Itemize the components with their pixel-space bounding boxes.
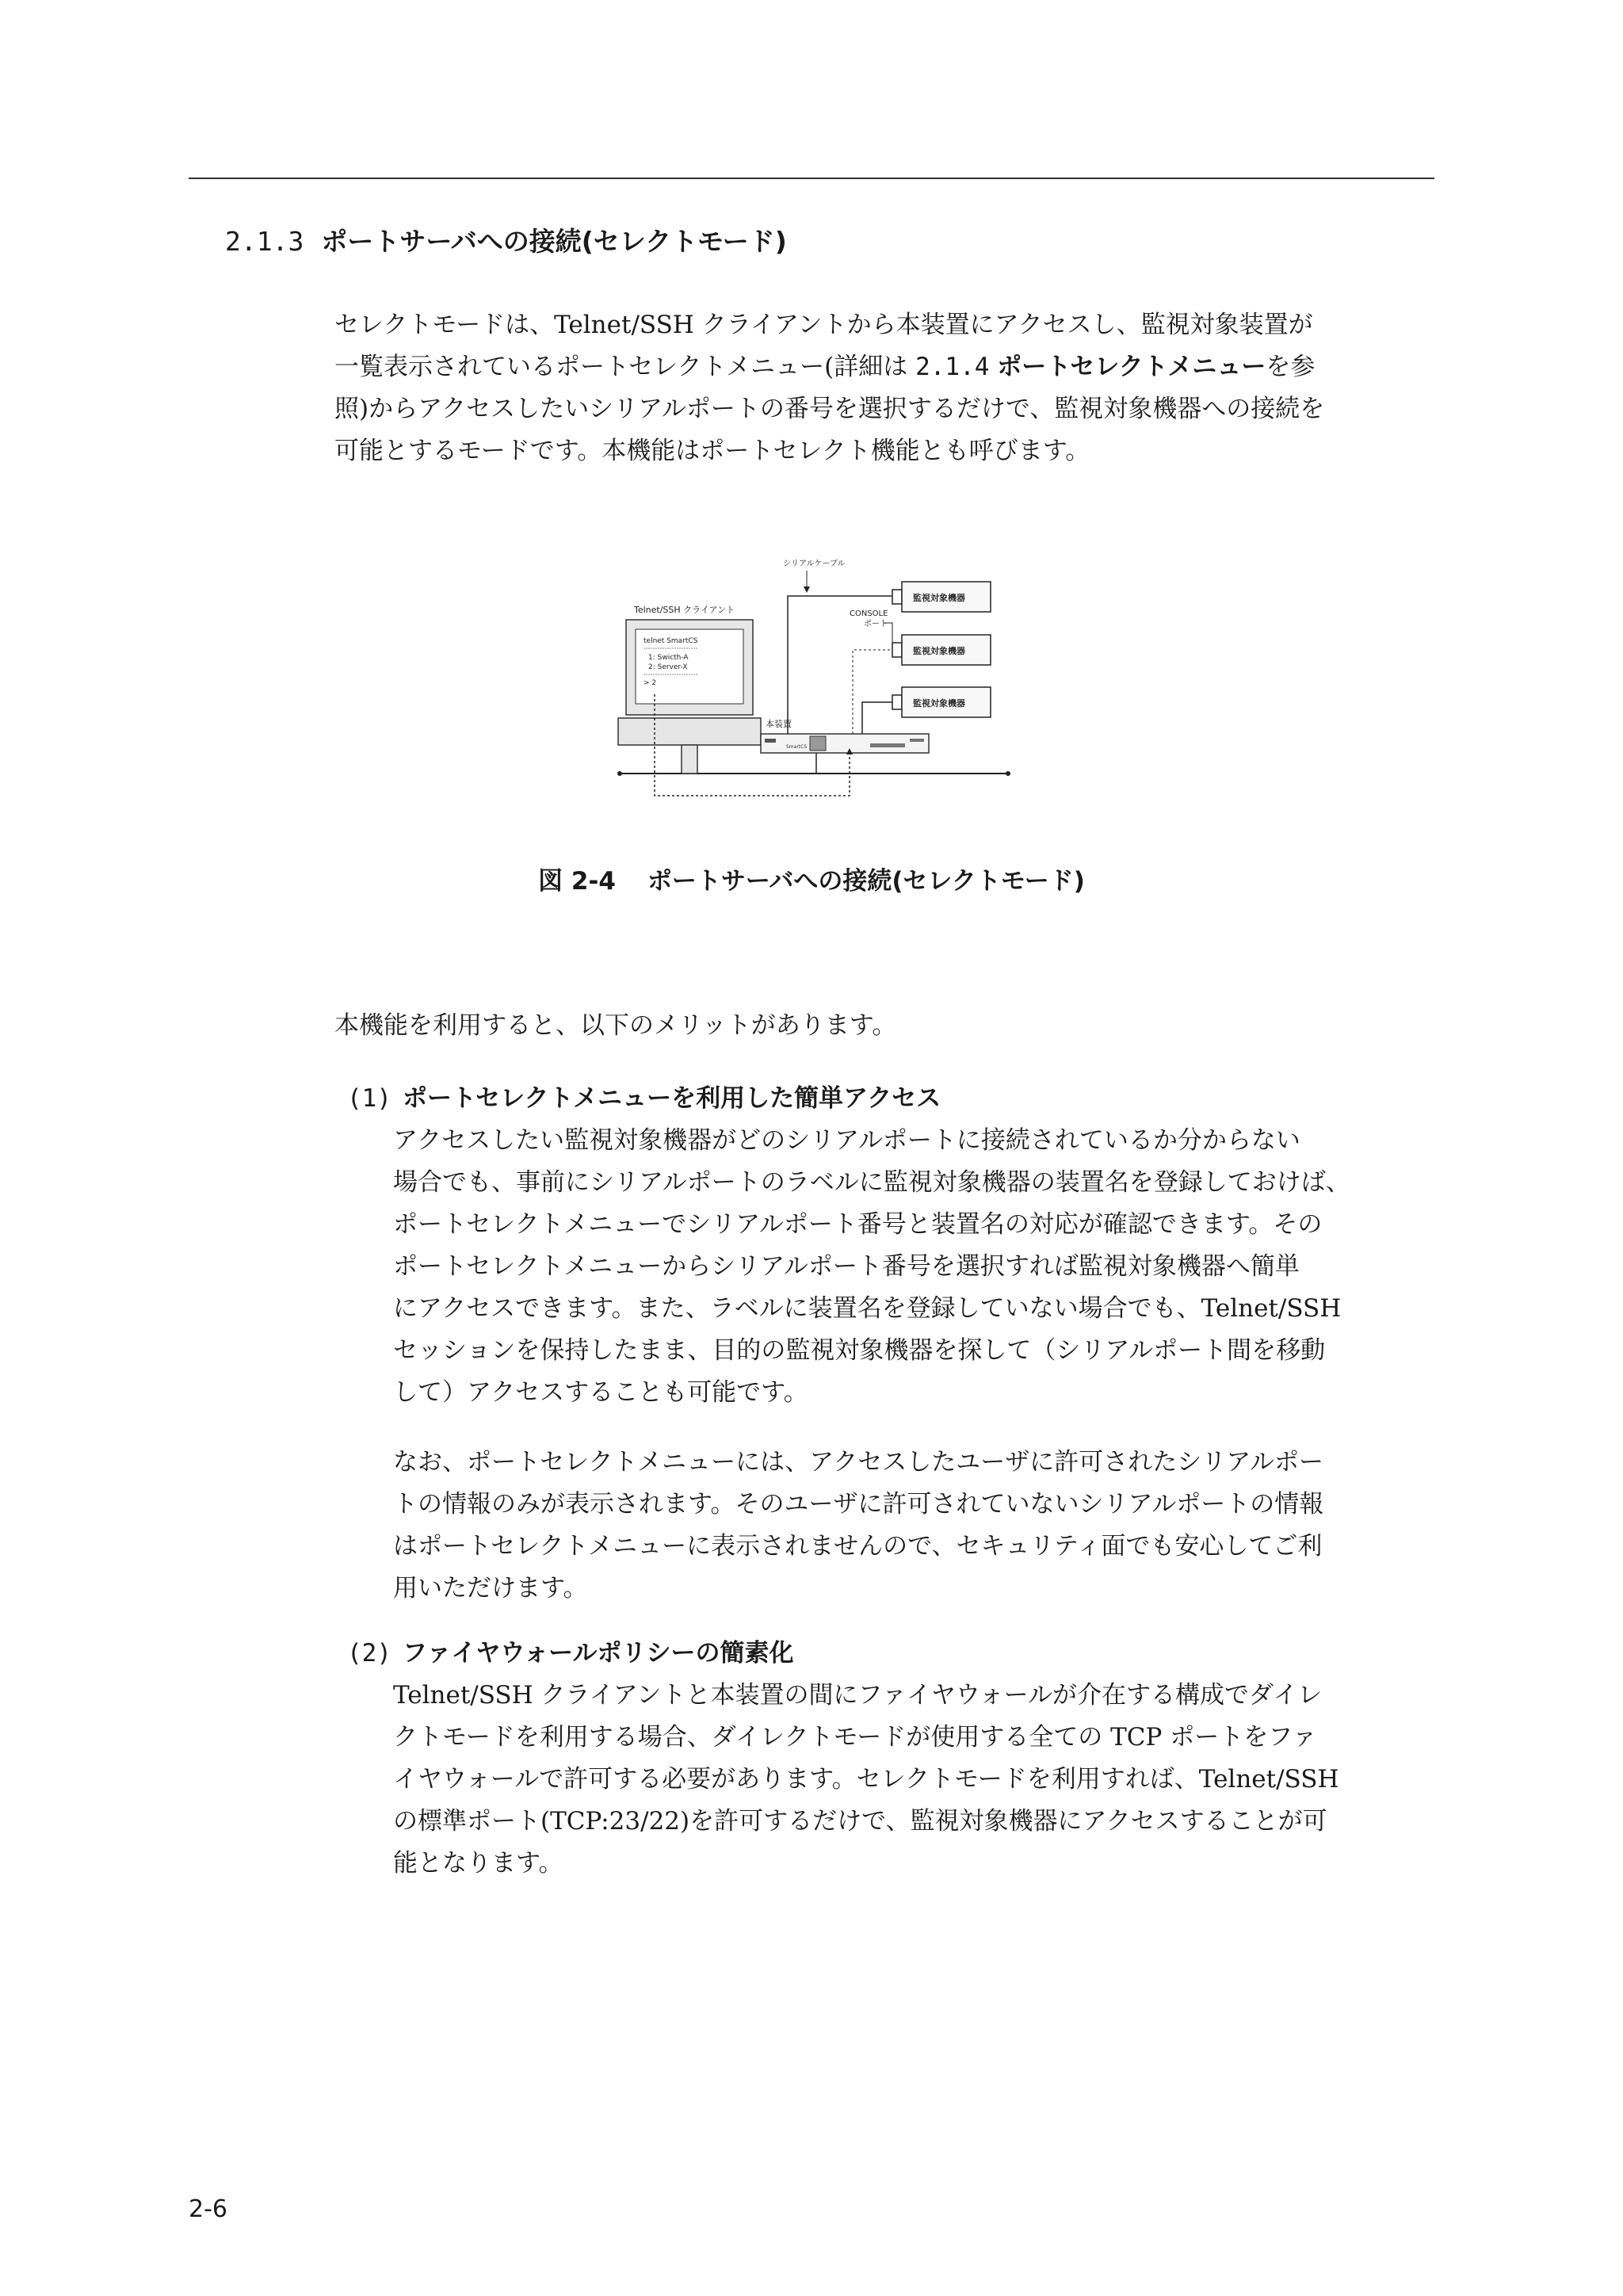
device-port-strip (870, 743, 905, 747)
section-heading (225, 223, 787, 260)
section-number: 2.1.3 (225, 226, 304, 257)
item2-line-2: クトモードを利用する場合、ダイレクトモードが使用する全ての TCP ポートをファ (393, 1723, 1317, 1752)
item1-line-5: にアクセスできます。また、ラベルに装置名を登録していない場合でも、Telnet/SSH (393, 1294, 1342, 1323)
item2-heading (347, 1636, 794, 1671)
figure-caption-label: 図 2-4 (538, 867, 616, 896)
device-status-strip (910, 739, 924, 742)
item2-line-4: の標準ポート(TCP:23/22)を許可するだけで、監視対象機器にアクセスすることが可 (393, 1807, 1327, 1836)
intro-line-1: セレクトモードは、Telnet/SSH クライアントから本装置にアクセスし、監視対象装置が (334, 311, 1313, 339)
connection-diagram (602, 555, 1030, 824)
intro-line-2-tail: を参 (1266, 353, 1316, 381)
item1-note-line-1: なお、ポートセレクトメニューには、アクセスしたユーザに許可されたシリアルポー (393, 1448, 1323, 1477)
port-label: ポート (864, 620, 888, 628)
item2-title: ファイヤウォールポリシーの簡素化 (403, 1639, 794, 1668)
network-end-right (1006, 771, 1010, 776)
terminal-line-1: telnet SmartCS (643, 637, 698, 645)
item1-line-2: 場合でも、事前にシリアルポートのラベルに監視対象機器の装置名を登録しておけば、 (393, 1168, 1350, 1197)
item1-note-line-4: 用いただけます。 (393, 1574, 588, 1603)
item2-line-1: Telnet/SSH クライアントと本装置の間にファイヤウォールが介在する構成でダイレ (393, 1681, 1323, 1710)
item1-number: (1) (347, 1084, 391, 1113)
item1-note-line-3: はポートセレクトメニューに表示されませんので、セキュリティ面でも安心してご利 (393, 1532, 1323, 1561)
pc-stand (682, 745, 697, 774)
item2-number: (2) (347, 1639, 391, 1668)
section-title: ポートサーバへの接続(セレクトモード) (321, 226, 787, 257)
intro-line-4: 可能とするモードです。本機能はポートセレクト機能とも呼びます。 (334, 437, 1090, 465)
item1-note-line-2: トの情報のみが表示されます。そのユーザに許可されていないシリアルポートの情報 (393, 1490, 1324, 1519)
item1-line-7: して）アクセスすることも可能です。 (393, 1378, 808, 1407)
item1-line-1: アクセスしたい監視対象機器がどのシリアルポートに接続されているか分からない (393, 1126, 1300, 1155)
terminal-line-2: 1: Swicth-A (648, 654, 689, 662)
header-rule (189, 178, 1434, 179)
device-brand: SmartCS (786, 744, 808, 750)
item1-heading (347, 1081, 941, 1116)
intro-line-2-text: 一覧表示されているポートセレクトメニュー(詳細は (334, 353, 916, 381)
target-label-2: 監視対象機器 (913, 646, 965, 656)
cross-ref-title: ポートセレクトメニュー (997, 353, 1266, 381)
intro-line-3: 照)からアクセスしたいシリアルポートの番号を選択するだけで、監視対象機器への接続を (334, 395, 1325, 423)
target-label-1: 監視対象機器 (913, 593, 965, 603)
device-panel (810, 736, 826, 751)
cross-ref-number: 2.1.4 (915, 353, 990, 381)
terminal-line-3: 2: Server-X (648, 663, 688, 671)
serial-cable-arrowhead (804, 586, 810, 593)
target-port-1 (892, 590, 902, 604)
serial-cable-label: シリアルケーブル (783, 560, 846, 568)
item2-line-5: 能となります。 (393, 1849, 563, 1878)
target-label-3: 監視対象機器 (913, 698, 965, 709)
target-port-2 (892, 643, 902, 657)
item1-line-6: セッションを保持したまま、目的の監視対象機器を探して（シリアルポート間を移動 (393, 1336, 1326, 1365)
item1-line-4: ポートセレクトメニューからシリアルポート番号を選択すれば監視対象機器へ簡単 (393, 1252, 1300, 1281)
intro-line-2 (334, 346, 1315, 388)
terminal-line-4: > 2 (643, 679, 657, 687)
serial-cable-2 (853, 650, 892, 734)
figure-caption-title: ポートサーバへの接続(セレクトモード) (647, 867, 1085, 896)
item2-line-3: イヤウォールで許可する必要があります。セレクトモードを利用すれば、Telnet/SSH (393, 1765, 1339, 1794)
item1-title: ポートセレクトメニューを利用した簡単アクセス (403, 1084, 941, 1113)
page-number: 2-6 (189, 2195, 227, 2223)
console-label: CONSOLE (850, 609, 888, 618)
client-label: Telnet/SSH クライアント (634, 605, 735, 615)
network-end-left (617, 771, 622, 776)
merits-intro: 本機能を利用すると、以下のメリットがあります。 (334, 1011, 897, 1040)
device-led-left (765, 739, 776, 743)
pc-base (618, 718, 761, 745)
item1-line-3: ポートセレクトメニューでシリアルポート番号と装置名の対応が確認できます。その (393, 1210, 1323, 1239)
figure-caption (0, 861, 1623, 896)
serial-cable-3 (862, 702, 892, 734)
target-port-3 (892, 695, 902, 709)
device-label: 本装置 (766, 719, 792, 729)
